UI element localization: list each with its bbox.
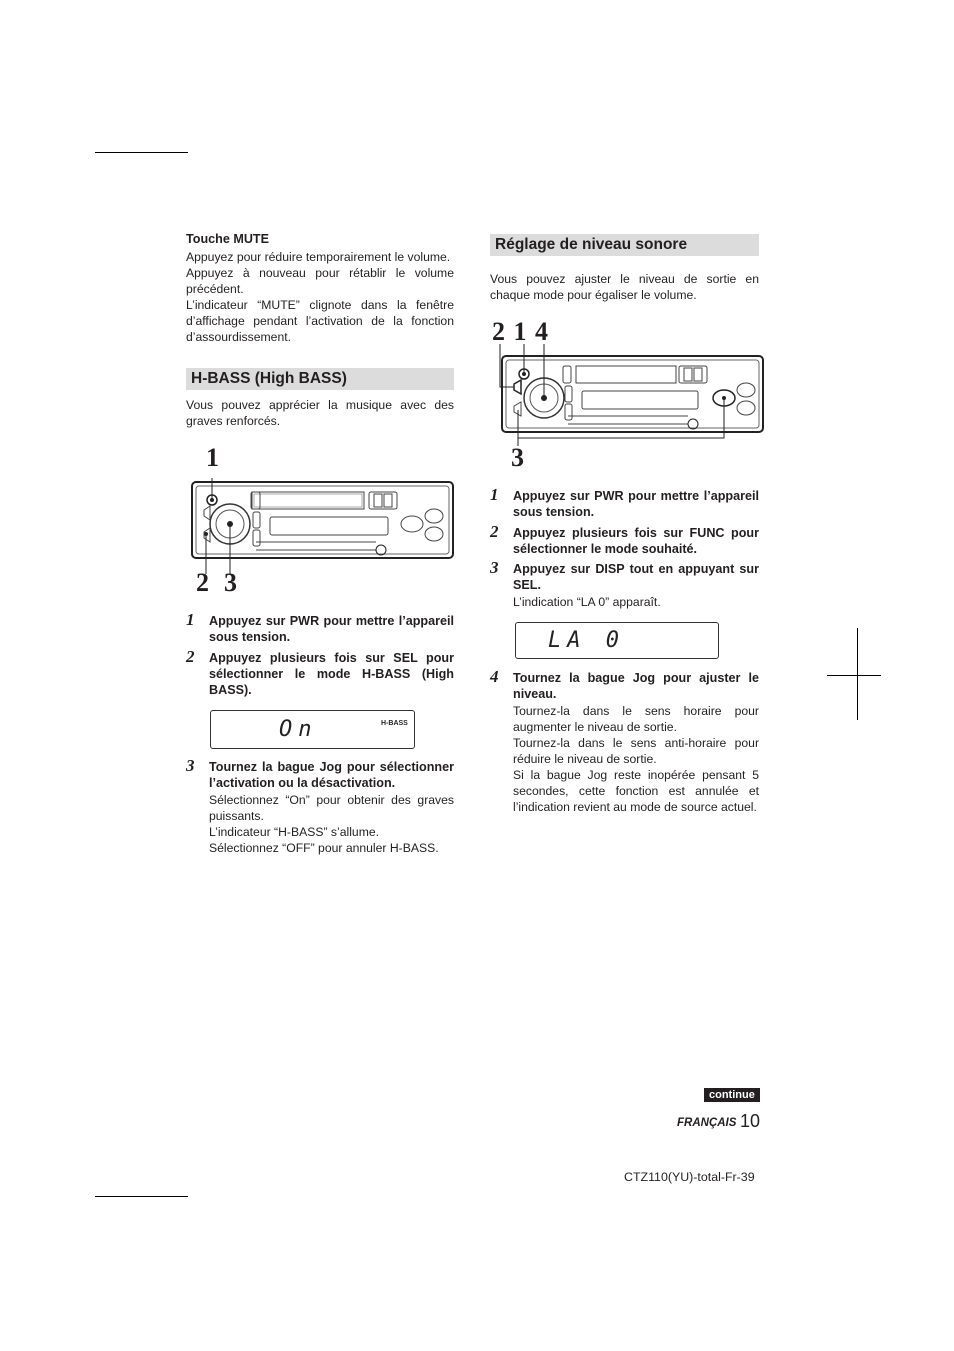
level-step-4-note-3: Si la bague Jog reste inopérée pensant 5 secondes, cette fonction est annulée et l’indication revient au mode de source actuel. bbox=[513, 768, 759, 814]
level-heading: Réglage de niveau sonore bbox=[490, 234, 759, 256]
hbass-step-1-num: 1 bbox=[186, 610, 195, 629]
hbass-callout-2: 2 bbox=[196, 568, 209, 597]
crop-mark-top bbox=[95, 152, 188, 153]
mute-title: Touche MUTE bbox=[186, 232, 270, 246]
crop-mark-right-v bbox=[857, 628, 858, 720]
car-stereo-illustration-right bbox=[496, 342, 768, 446]
hbass-step-3-num: 3 bbox=[186, 756, 195, 775]
hbass-step-2-num: 2 bbox=[186, 647, 195, 666]
level-step-4-note-2: Tournez-la dans le sens anti-horaire pour réduire le niveau de sortie. bbox=[513, 736, 759, 766]
car-stereo-illustration-left bbox=[186, 476, 458, 576]
level-step-2-text: Appuyez plusieurs fois sur FUNC pour sélectionner le mode souhaité. bbox=[513, 526, 759, 556]
level-step-1-num: 1 bbox=[490, 485, 499, 504]
hbass-display-badge: H-BASS bbox=[381, 720, 408, 727]
hbass-step-3-text: Tournez la bague Jog pour sélectionner l’activation ou la désactivation. bbox=[209, 760, 454, 790]
hbass-note-1: Sélectionnez “On” pour obtenir des graves puissants. bbox=[209, 793, 454, 823]
mute-text-3: L’indicateur “MUTE” clignote dans la fenêtre d’affichage pendant l’activation de la fonction d’assourdissement. bbox=[186, 298, 454, 344]
level-step-1-text: Appuyez sur PWR pour mettre l’appareil sous tension. bbox=[513, 489, 759, 519]
level-display-text: LA 0 bbox=[548, 628, 625, 653]
crop-mark-bottom bbox=[95, 1196, 188, 1197]
level-step-4-note-1: Tournez-la dans le sens horaire pour augmenter le niveau de sortie. bbox=[513, 704, 759, 734]
continue-badge: continue bbox=[704, 1088, 760, 1102]
level-step-2-num: 2 bbox=[490, 522, 499, 541]
mute-text-1: Appuyez pour réduire temporairement le volume. bbox=[186, 250, 451, 264]
footer-language: FRANÇAIS bbox=[677, 1117, 737, 1129]
mute-text-2: Appuyez à nouveau pour rétablir le volume précédent. bbox=[186, 266, 454, 296]
level-step-4-text: Tournez la bague Jog pour ajuster le niveau. bbox=[513, 671, 759, 701]
level-display-panel bbox=[515, 622, 719, 659]
page-number: 10 bbox=[740, 1111, 761, 1131]
hbass-callout-1: 1 bbox=[206, 443, 219, 472]
hbass-note-2: L’indicateur “H-BASS” s’allume. bbox=[209, 825, 380, 839]
hbass-display-panel bbox=[210, 710, 415, 749]
level-callout-bottom: 3 bbox=[511, 443, 524, 472]
hbass-callout-3: 3 bbox=[224, 568, 237, 597]
hbass-step-1-text: Appuyez sur PWR pour mettre l’appareil sous tension. bbox=[209, 614, 454, 644]
level-step-3-note: L’indication “LA 0” apparaît. bbox=[513, 595, 661, 609]
crop-mark-right-h bbox=[827, 675, 881, 676]
level-step-4-num: 4 bbox=[490, 667, 499, 686]
level-callouts-top: 2 1 4 bbox=[492, 317, 548, 346]
hbass-heading: H-BASS (High BASS) bbox=[186, 368, 454, 390]
level-step-3-text: Appuyez sur DISP tout en appuyant sur SEL. bbox=[513, 562, 759, 592]
hbass-step-2-text: Appuyez plusieurs fois sur SEL pour sélectionner le mode H-BASS (High BASS). bbox=[209, 651, 454, 697]
hbass-display-text: On bbox=[279, 717, 318, 742]
hbass-note-3: Sélectionnez “OFF” pour annuler H-BASS. bbox=[209, 841, 439, 855]
level-intro: Vous pouvez ajuster le niveau de sortie en chaque mode pour égaliser le volume. bbox=[490, 272, 759, 302]
level-step-3-num: 3 bbox=[490, 558, 499, 577]
document-code: CTZ110(YU)-total-Fr-39 bbox=[624, 1170, 755, 1184]
hbass-intro: Vous pouvez apprécier la musique avec des graves renforcés. bbox=[186, 398, 454, 428]
